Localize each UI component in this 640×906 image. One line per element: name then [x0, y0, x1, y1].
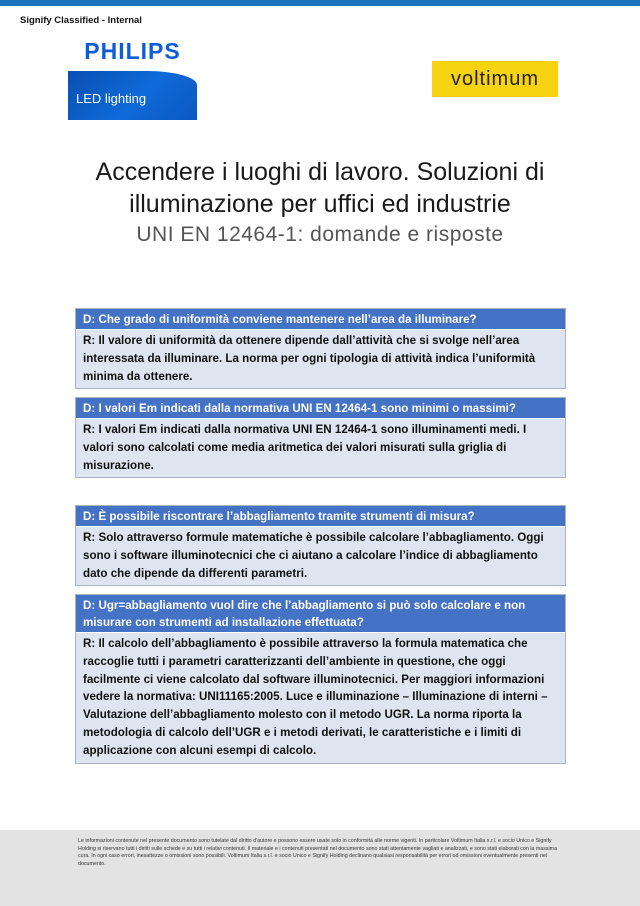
answer-text: R: Il calcolo dell’abbagliamento è possibile attraverso la formula matematica che raccoglie tutti i parametri caratterizzanti dell’ambiente in questione, che oggi facilmente ci viene calcolato dal software illuminotecnici. Per maggiori informazioni vedere la normativa: UNI11165:2005. Luce e illuminazione – Illuminazione di interni – Valutazione dell’abbagliamento molesto con il metodo UGR. La norma riporta la metodologia di calcolo dell’UGR e i metodi derivati, le caratteristiche e i limiti di applicazione con alcuni esempi di calcolo.	[76, 632, 565, 763]
footer-disclaimer: Le informazioni contenute nel presente documento sono tutelate dal diritto d'autore e possono essere usate solo in conformità alle norme vigenti. In particolare Voltimum Italia s.r.l. e socio Unico e Signify Holding si riservano tutti i diritti sulle schede e su tutti i relativi contenuti. Il materiale e i contenuti presentati nel documento sono stati attentamente vagliati e analizzati, e sono stati elaborati con la massima cura. In ogni caso errori, inesattezze o omissioni sono possibili. Voltimum Italia s.r.l. e socio Unico e Signify Holding declinano qualsiasi responsabilità per errori od omissioni eventualmente presenti nel documento.	[78, 838, 558, 867]
answer-text: R: Solo attraverso formule matematiche è possibile calcolare l’abbagliamento. Oggi sono i software illuminotecnici che ci aiutano a calcolare l’indice di abbagliamento dato che dipende da differenti parametri.	[76, 526, 565, 585]
qa-block	[75, 397, 566, 478]
question-text: D: I valori Em indicati dalla normativa UNI EN 12464-1 sono minimi o massimi?	[76, 398, 565, 418]
philips-wordmark: PHILIPS	[84, 38, 181, 64]
footer	[0, 830, 640, 906]
title-line-1: Accendere i luoghi di lavoro. Soluzioni di	[95, 158, 545, 186]
led-lighting-banner	[68, 71, 197, 120]
page-title	[30, 156, 610, 220]
top-accent-bar	[0, 0, 640, 6]
voltimum-logo: voltimum	[432, 61, 558, 97]
philips-logo	[68, 38, 197, 120]
qa-block	[75, 505, 566, 586]
title-line-2: illuminazione per uffici ed industrie	[129, 190, 511, 218]
led-lighting-label: LED lighting	[76, 91, 147, 106]
question-text: D: Che grado di uniformità conviene mantenere nell’area da illuminare?	[76, 309, 565, 329]
qa-block	[75, 594, 566, 764]
question-text: D: Ugr=abbagliamento vuol dire che l’abbagliamento si può solo calcolare e non misurare con strumenti ad installazione effettuata?	[76, 595, 565, 632]
qa-block	[75, 308, 566, 389]
answer-text: R: Il valore di uniformità da ottenere dipende dall’attività che si svolge nell’area interessata da illuminare. La norma per ogni tipologia di attività indica l’uniformità minima da ottenere.	[76, 329, 565, 388]
classification-label: Signify Classified - Internal	[20, 15, 142, 26]
answer-text: R: I valori Em indicati dalla normativa UNI EN 12464-1 sono illuminamenti medi. I valori sono calcolati come media aritmetica dei valori misurati sulla griglia di misurazione.	[76, 418, 565, 477]
page-subtitle: UNI EN 12464-1: domande e risposte	[136, 223, 504, 246]
question-text: D: È possibile riscontrare l’abbagliamento tramite strumenti di misura?	[76, 506, 565, 526]
